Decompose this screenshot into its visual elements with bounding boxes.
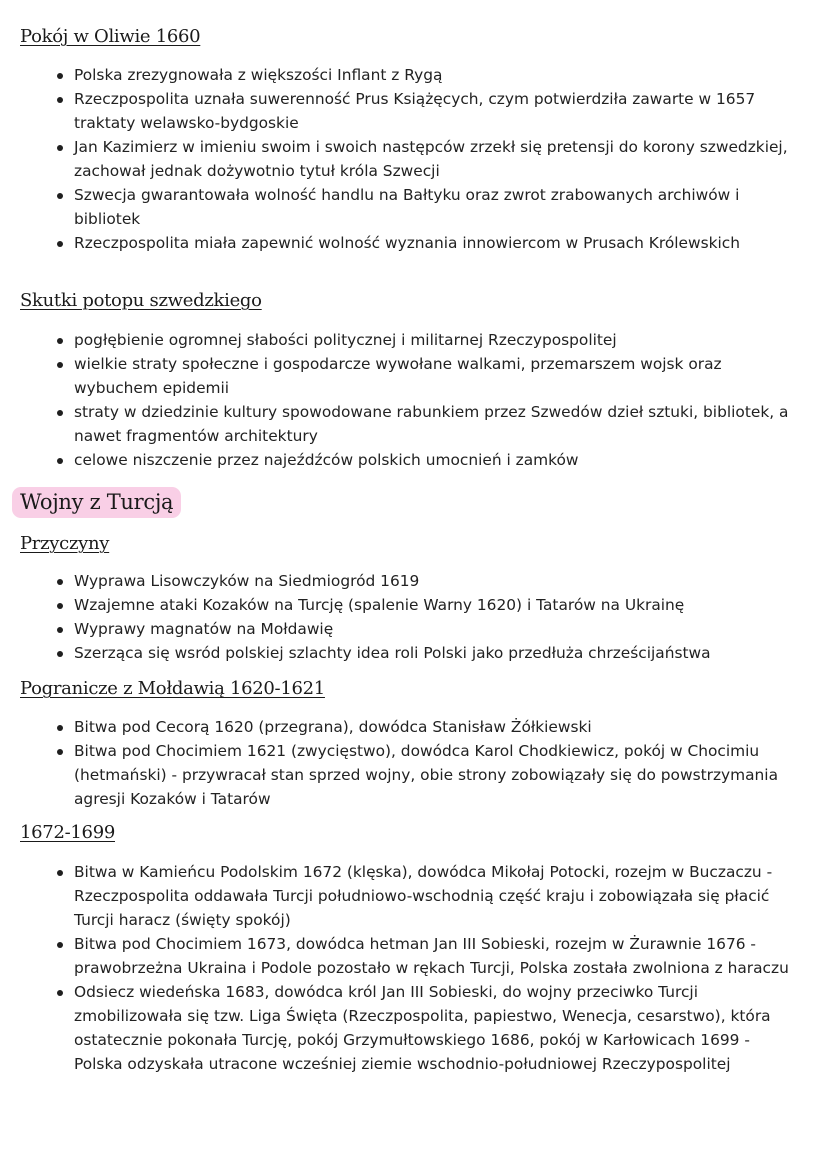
list-1672-1699 — [50, 860, 800, 1076]
list-item: Rzeczpospolita miała zapewnić wolność wyznania innowiercom w Prusach Królewskich — [50, 231, 800, 255]
list-item: Bitwa pod Cecorą 1620 (przegrana), dowódca Stanisław Żółkiewski — [50, 715, 800, 739]
list-item: Polska zrezygnowała z większości Inflant z Rygą — [50, 63, 800, 87]
heading-przyczyny: Przyczyny — [20, 533, 110, 554]
list-item: Wzajemne ataki Kozaków na Turcję (spalenie Warny 1620) i Tatarów na Ukrainę — [50, 593, 800, 617]
list-item: Wyprawa Lisowczyków na Siedmiogród 1619 — [50, 569, 800, 593]
list-item: Szerząca się wsród polskiej szlachty idea roli Polski jako przedłuża chrześcijaństwa — [50, 641, 800, 665]
list-item: straty w dziedzinie kultury spowodowane rabunkiem przez Szwedów dzieł sztuki, bibliotek, a nawet fragmentów architektury — [50, 400, 800, 448]
list-item: Bitwa pod Chocimiem 1621 (zwycięstwo), dowódca Karol Chodkiewicz, pokój w Chocimiu (hetmański) - przywracał stan sprzed wojny, obie strony zobowiązały się do powstrzymania agresji Kozaków i Tatarów — [50, 739, 800, 811]
list-item: Wyprawy magnatów na Mołdawię — [50, 617, 800, 641]
list-item: Odsiecz wiedeńska 1683, dowódca król Jan III Sobieski, do wojny przeciwko Turcji zmobilizowała się tzw. Liga Święta (Rzeczpospolita, papiestwo, Wenecja, cesarstwo), która ostatecznie pokonała Turcję, pokój Grzymułtowskiego 1686, pokój w Karłowicach 1699 - Polska odzyskała utracone wcześniej ziemie wschodnio-południowej Rzeczypospolitej — [50, 980, 800, 1076]
main-heading-wojny-z-turcja: Wojny z Turcją — [12, 487, 181, 518]
list-item: celowe niszczenie przez najeźdźców polskich umocnień i zamków — [50, 448, 800, 472]
list-item: wielkie straty społeczne i gospodarcze wywołane walkami, przemarszem wojsk oraz wybuchem epidemii — [50, 352, 800, 400]
list-skutki-potopu — [50, 328, 800, 472]
list-pogranicze — [50, 715, 800, 811]
list-item: Rzeczpospolita uznała suwerenność Prus Książęcych, czym potwierdziła zawarte w 1657 traktaty welawsko-bydgoskie — [50, 87, 800, 135]
list-item: Bitwa w Kamieńcu Podolskim 1672 (klęska), dowódca Mikołaj Potocki, rozejm w Buczaczu - Rzeczpospolita oddawała Turcji południowo-wschodnią część kraju i zobowiązała się płacić Turcji haracz (święty spokój) — [50, 860, 800, 932]
list-item: Bitwa pod Chocimiem 1673, dowódca hetman Jan III Sobieski, rozejm w Żurawnie 1676 - prawobrzeżna Ukraina i Podole pozostało w rękach Turcji, Polska została zwolniona z haraczu — [50, 932, 800, 980]
heading-pogranicze: Pogranicze z Mołdawią 1620-1621 — [20, 678, 325, 699]
list-item: pogłębienie ogromnej słabości politycznej i militarnej Rzeczypospolitej — [50, 328, 800, 352]
list-item: Szwecja gwarantowała wolność handlu na Bałtyku oraz zwrot zrabowanych archiwów i bibliotek — [50, 183, 800, 231]
list-pokoj-w-oliwie — [50, 63, 800, 255]
heading-pokoj-w-oliwie: Pokój w Oliwie 1660 — [20, 26, 201, 47]
heading-1672-1699: 1672-1699 — [20, 822, 115, 843]
list-item: Jan Kazimierz w imieniu swoim i swoich następców zrzekł się pretensji do korony szwedzkiej, zachował jednak dożywotnio tytuł króla Szwecji — [50, 135, 800, 183]
list-przyczyny — [50, 569, 800, 665]
heading-skutki-potopu: Skutki potopu szwedzkiego — [20, 290, 262, 311]
